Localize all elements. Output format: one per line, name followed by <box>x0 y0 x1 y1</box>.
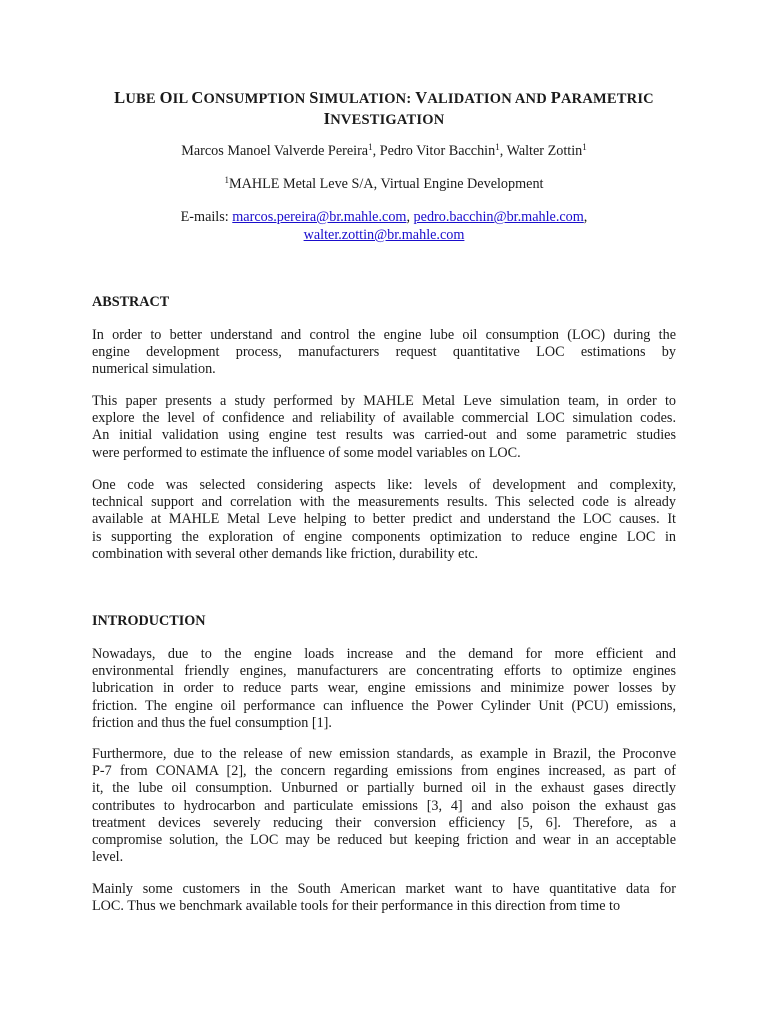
title-initial: O <box>159 88 173 107</box>
abstract-paragraph-1 <box>92 327 676 379</box>
title-initial: L <box>114 88 126 107</box>
title-initial: V <box>415 88 428 107</box>
paragraph-line: In order to better understand and control the engine lube oil consumption (LOC) during the <box>92 327 676 343</box>
paragraph-line: compromise solution, the LOC may be reduced but keeping friction and wear in an acceptable <box>92 832 676 849</box>
paragraph-line: engine development process, manufacturers request quantitative LOC estimations by <box>92 344 676 361</box>
title-word-rest: ALIDATION AND <box>427 91 551 107</box>
author-affiliation-mark: 1 <box>495 142 500 152</box>
affiliation-mark: 1 <box>224 175 229 185</box>
paragraph-line: contributes to hydrocarbon and particulate emissions [3, 4] and also poison the exhaust gas <box>92 797 676 814</box>
email-link[interactable]: pedro.bacchin@br.mahle.com <box>413 209 584 225</box>
introduction-paragraph-1 <box>92 646 676 732</box>
title-initial: P <box>550 88 562 107</box>
paragraph-line: it, the lube oil consumption. Unburned or partially burned oil in the exhaust gases directly <box>92 780 676 797</box>
title-word-rest: IMULATION: <box>318 91 416 107</box>
paragraph-line: lubrication in order to reduce parts wear, engine emissions and minimize power losses by <box>92 680 676 697</box>
author-name: Walter Zottin <box>506 143 583 159</box>
title-initial: C <box>191 88 204 107</box>
paragraph-line: This paper presents a study performed by MAHLE Metal Leve simulation team, in order to <box>92 393 676 409</box>
title-word-rest: UBE <box>125 91 160 107</box>
title-line-2 <box>92 109 676 130</box>
paragraph-line: is supporting the exploration of engine components optimization to reduce engine LOC in <box>92 528 676 545</box>
author-name: Marcos Manoel Valverde Pereira <box>181 143 369 159</box>
paragraph-line: Mainly some customers in the South American market want to have quantitative data for <box>92 881 676 897</box>
paragraph-line: technical support and correlation with the measurements results. This selected code is already <box>92 494 676 511</box>
paragraph-line: level. <box>92 849 124 866</box>
affiliation-text: MAHLE Metal Leve S/A, Virtual Engine Development <box>229 176 544 192</box>
paragraph-line: numerical simulation. <box>92 361 216 378</box>
abstract-heading: ABSTRACT <box>92 294 170 310</box>
paragraph-line: friction and thus the fuel consumption [1]. <box>92 714 332 731</box>
paragraph-line: treatment devices severely reducing their conversion efficiency [5, 6]. Therefore, as a <box>92 814 676 831</box>
email-list: E-mails: marcos.pereira@br.mahle.com, pedro.bacchin@br.mahle.com, walter.zottin@br.mahle.com <box>180 209 588 243</box>
paragraph-line: environmental friendly engines, manufacturers are concentrating efforts to optimize engines <box>92 663 676 680</box>
email-link[interactable]: walter.zottin@br.mahle.com <box>303 227 465 243</box>
paragraph-line: were performed to estimate the influence of some model variables on LOC. <box>92 444 521 461</box>
author-list: Marcos Manoel Valverde Pereira$^1$, Pedro Vitor Bacchin$^1$, Walter Zottin$^1$ <box>181 142 587 159</box>
paragraph-line: One code was selected considering aspects like: levels of development and complexity, <box>92 477 676 493</box>
introduction-paragraph-2 <box>92 746 676 866</box>
paragraph-line: friction. The engine oil performance can influence the Power Cylinder Unit (PCU) emissions, <box>92 697 676 714</box>
introduction-paragraph-3 <box>92 881 676 915</box>
abstract-paragraph-3 <box>92 477 676 563</box>
paragraph-line: An initial validation using engine test results was carried-out and some parametric studies <box>92 427 676 444</box>
introduction-heading: INTRODUCTION <box>92 613 206 629</box>
title-word-rest: ARAMETRIC <box>561 91 654 107</box>
paragraph-line: available at MAHLE Metal Leve helping to better predict and understand the LOC causes. It <box>92 511 676 528</box>
author-affiliation-mark: 1 <box>368 142 373 152</box>
paragraph-line: Nowadays, due to the engine loads increase and the demand for more efficient and <box>92 646 676 662</box>
title-initial: I <box>323 109 331 128</box>
paragraph-line: P-7 from CONAMA [2], the concern regarding emissions from engines increased, as part of <box>92 763 676 780</box>
title-word-rest: NVESTIGATION <box>330 112 445 128</box>
paragraph-line: Furthermore, due to the release of new emission standards, as example in Brazil, the Proconve <box>92 746 676 762</box>
title-line-1 <box>92 88 676 109</box>
paragraph-line: LOC. Thus we benchmark available tools for their performance in this direction from time to <box>92 898 621 915</box>
title-word-rest: ONSUMPTION <box>203 91 310 107</box>
paragraph-line: combination with several other demands like friction, durability etc. <box>92 545 479 562</box>
title-initial: S <box>309 88 319 107</box>
paragraph-line: explore the level of confidence and reliability of available commercial LOC simulation codes. <box>92 410 676 427</box>
affiliation <box>92 175 676 193</box>
title-word-rest: IL <box>172 91 192 107</box>
author-name: Pedro Vitor Bacchin <box>379 143 496 159</box>
abstract-paragraph-2 <box>92 393 676 462</box>
email-label: E-mails: <box>180 209 229 225</box>
author-affiliation-mark: 1 <box>582 142 587 152</box>
paper-title <box>92 88 676 130</box>
email-link[interactable]: marcos.pereira@br.mahle.com <box>232 209 407 225</box>
